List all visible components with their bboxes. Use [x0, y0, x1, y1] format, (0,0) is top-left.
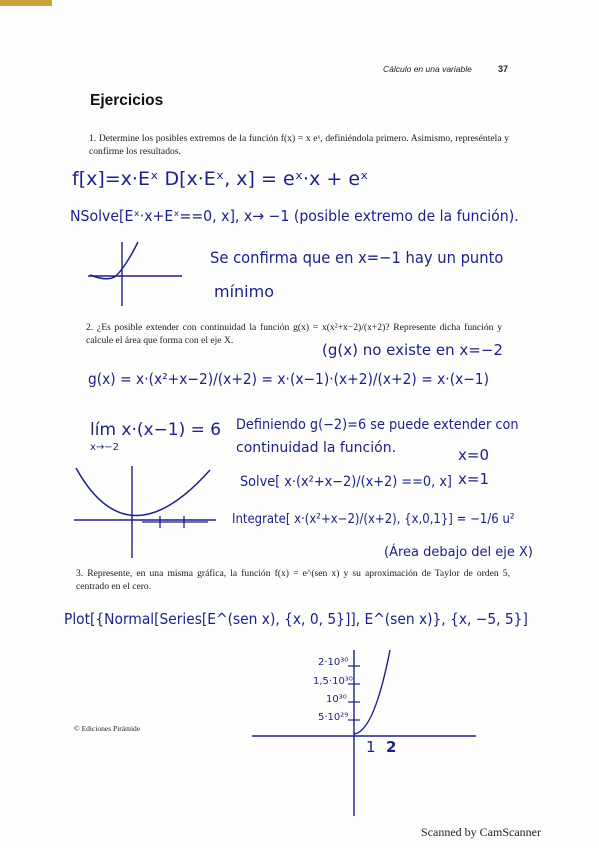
exercise-3-plot-sketch: [250, 648, 480, 818]
hw-ex2-root-1: x=1: [458, 470, 489, 488]
hw-ex2-extend-1: Definiendo g(−2)=6 se puede extender con: [236, 417, 519, 433]
hw-ex3-plot-command: Plot[{Normal[Series[E^(sen x), {x, 0, 5}]], E^(sen x)}, {x, −5, 5}]: [64, 610, 528, 628]
exercise-1-sketch: [86, 236, 186, 308]
hw-ex1-line2: NSolve[Eˣ·x+Eˣ==0, x], x→ −1 (posible extremo de la función).: [70, 207, 519, 225]
scanner-watermark: Scanned by CamScanner: [421, 825, 541, 839]
ex3-tick-label-4: 5·10²⁹: [318, 712, 349, 723]
sketch3-curve: [354, 650, 390, 734]
publisher-footer: © Ediciones Pirámide: [74, 724, 141, 733]
page-number: 37: [498, 64, 509, 74]
hw-ex2-note: (g(x) no existe en x=−2: [322, 341, 503, 359]
exercise-3-statement: 3. Represente, en una misma gráfica, la función f(x) = e^(sen x) y su aproximación de Taylor de orden 5, centrado en el cero.: [76, 568, 510, 592]
hw-ex1-line3: Se confirma que en x=−1 hay un punto: [210, 248, 504, 267]
sketch2-parabola: [76, 468, 210, 516]
exercise-2-statement: 2. ¿Es posible extender con continuidad la función g(x) = x(x²+x−2)/(x+2)? Represente dicha función y calcule el área que forma con el eje X.: [86, 322, 502, 346]
hw-ex2-area-note: (Área debajo del eje X): [384, 545, 533, 560]
hw-ex2-solve: Solve[ x·(x²+x−2)/(x+2) ==0, x]: [240, 474, 452, 490]
ex3-tick-label-1: 2·10³⁰: [318, 657, 349, 668]
ex3-tick-label-5: 1: [366, 738, 376, 756]
ex3-tick-label-3: 10³⁰: [326, 694, 347, 705]
section-title: Ejercicios: [90, 92, 164, 109]
hw-ex2-simplify: g(x) = x·(x²+x−2)/(x+2) = x·(x−1)·(x+2)/(x+2) = x·(x−1): [88, 370, 489, 388]
ex3-tick-label-6: 2: [386, 738, 397, 756]
ex3-tick-label-2: 1,5·10³⁰: [313, 676, 353, 687]
hw-ex1-line4: mínimo: [214, 282, 274, 301]
hw-ex2-limit: lím x·(x−1) = 6: [90, 420, 222, 440]
running-header: Cálculo en una variable: [383, 64, 472, 74]
hw-ex2-integrate: Integrate[ x·(x²+x−2)/(x+2), {x,0,1}] = −1/6 u²: [232, 512, 515, 527]
exercise-2-axis-sketch: [140, 510, 210, 534]
hw-ex2-extend-2: continuidad la función.: [236, 440, 397, 456]
page-corner-tab: [0, 0, 52, 6]
hw-ex2-root-0: x=0: [458, 446, 489, 464]
sketch1-curve: [90, 242, 138, 279]
hw-ex2-limit-sub: x→−2: [90, 442, 120, 453]
exercise-1-statement: 1. Determine los posibles extremos de la función f(x) = x eˣ, definiéndola primero. Asimismo, represéntela y confirme los resultados.: [89, 133, 509, 157]
hw-ex1-line1: f[x]=x·Eˣ D[x·Eˣ, x] = eˣ·x + eˣ: [72, 168, 369, 190]
